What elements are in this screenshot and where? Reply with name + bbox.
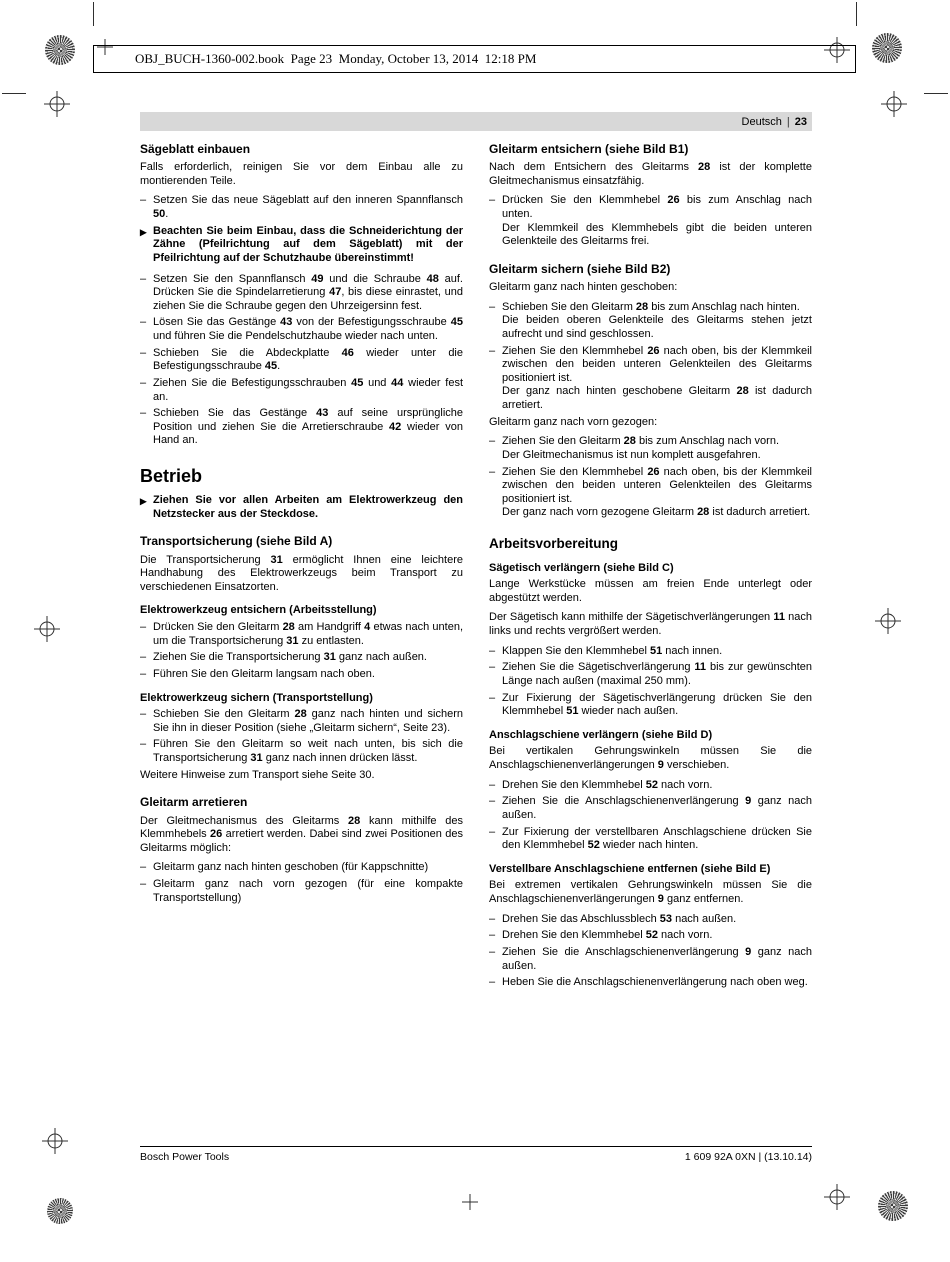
list-dash: – [140, 708, 147, 721]
list-dash: – [489, 661, 496, 674]
page-header-bar [140, 112, 812, 131]
print-job-header [93, 45, 856, 73]
list-item [489, 301, 812, 342]
list-item [489, 976, 812, 990]
list-item-text: Ziehen Sie den Klemmhebel 26 nach oben, bis der Klemmkeil zwischen den beiden unteren Gelenkteilen des Gleitarms positioniert ist. Der ganz nach hinten geschobene Gleitarm 28 ist dadurch arretiert. [502, 344, 812, 412]
list-item [489, 194, 812, 249]
warning-text: Ziehen Sie vor allen Arbeiten am Elektrowerkzeug den Netzstecker aus der Steckdose. [153, 494, 463, 520]
list-dash: – [489, 795, 496, 808]
list-dash: – [489, 644, 496, 657]
list-item-text: Setzen Sie das neue Sägeblatt auf den inneren Spannflansch 50. [153, 194, 463, 221]
list-item [489, 946, 812, 973]
list-item [489, 795, 812, 822]
heading: Gleitarm sichern (siehe Bild B2) [489, 261, 671, 276]
list-item-text: Ziehen Sie die Anschlagschienenverlängerung 9 ganz nach außen. [502, 945, 812, 972]
heading: Elektrowerkzeug sichern (Transportstellung) [140, 691, 373, 704]
heading: Betrieb [140, 466, 203, 487]
star-target-icon [872, 33, 902, 63]
paragraph: Lange Werkstücke müssen am freien Ende unterlegt oder abgestützt werden. [489, 578, 812, 604]
heading: Transportsicherung (siehe Bild A) [140, 534, 333, 549]
star-target-icon [45, 35, 75, 65]
list-item [489, 645, 812, 659]
list-dash: – [140, 667, 147, 680]
page-footer [140, 1146, 812, 1163]
star-target-icon [47, 1198, 73, 1224]
list-item [489, 345, 812, 413]
list-item [140, 273, 463, 314]
heading: Elektrowerkzeug entsichern (Arbeitsstellung) [140, 604, 377, 617]
list-dash: – [140, 376, 147, 389]
list-dash: – [489, 912, 496, 925]
star-target-icon [878, 1191, 908, 1221]
heading: Sägeblatt einbauen [140, 142, 251, 156]
list-item-text: Schieben Sie das Gestänge 43 auf seine ursprüngliche Position und ziehen Sie die Arretierschraube 42 wieder von Hand an. [153, 407, 463, 447]
list-item-text: Ziehen Sie die Transportsicherung 31 ganz nach außen. [153, 651, 427, 664]
two-column-layout [140, 142, 812, 993]
crop-mark-icon [856, 2, 857, 26]
registration-mark-icon [881, 91, 907, 117]
page-header-language: Deutsch [741, 115, 782, 128]
list-dash: – [489, 945, 496, 958]
list-dash: – [489, 194, 496, 207]
list-dash: – [489, 825, 496, 838]
list-dash: – [140, 621, 147, 634]
footer-document-number: 1 609 92A 0XN | (13.10.14) [684, 1151, 812, 1163]
list-item [140, 668, 463, 682]
page-header-separator: | [786, 115, 790, 128]
list-item-text: Ziehen Sie die Anschlagschienenverlängerung 9 ganz nach außen. [502, 795, 812, 821]
list-item [140, 316, 463, 343]
list-item-text: Gleitarm ganz nach vorn gezogen (für eine kompakte Transportstellung) [153, 878, 463, 904]
list-item-text: Ziehen Sie die Befestigungsschrauben 45 und 44 wieder fest an. [153, 376, 463, 403]
page-number: 23 [794, 115, 807, 128]
print-job-header-text: OBJ_BUCH-1360-002.book Page 23 Monday, October 13, 2014 12:18 PM [135, 51, 537, 66]
list-item-text: Drehen Sie das Abschlussblech 53 nach außen. [502, 912, 737, 925]
list-item-text: Führen Sie den Gleitarm so weit nach unten, bis sich die Transportsicherung 31 ganz nach innen drücken lässt. [153, 738, 463, 765]
list-item [489, 779, 812, 793]
heading: Verstellbare Anschlagschiene entfernen (siehe Bild E) [489, 862, 771, 875]
crosshair-icon [462, 1194, 478, 1210]
list-dash: – [489, 976, 496, 989]
warning-item [140, 225, 463, 266]
list-dash: – [140, 878, 147, 890]
list-item-text: Führen Sie den Gleitarm langsam nach oben. [153, 667, 375, 680]
paragraph: Der Gleitmechanismus des Gleitarms 28 kann mithilfe des Klemmhebels 26 arretiert werden. Dabei sind zwei Positionen des Gleitarms möglich: [140, 814, 463, 854]
registration-mark-icon [42, 1128, 68, 1154]
list-item-text: Gleitarm ganz nach hinten geschoben (für Kappschnitte) [153, 861, 429, 874]
list-item-text: Drehen Sie den Klemmhebel 52 nach vorn. [502, 929, 713, 942]
list-item [140, 347, 463, 374]
list-dash: – [489, 465, 496, 478]
list-item [489, 929, 812, 943]
list-dash: – [489, 929, 496, 942]
list-item [140, 708, 463, 735]
list-item-text: Schieben Sie den Gleitarm 28 bis zum Anschlag nach hinten. Die beiden oberen Gelenkteile des Gleitarms stehen jetzt aufrecht und sind geschlossen. [502, 300, 812, 340]
warning-arrow-icon: ▶ [140, 226, 147, 237]
heading: Arbeitsvorbereitung [489, 536, 619, 552]
warning-text: Beachten Sie beim Einbau, dass die Schneiderichtung der Zähne (Pfeilrichtung auf dem Sägeblatt) mit der Pfeilrichtung auf der Schutzhaube übereinstimmt! [153, 224, 463, 264]
crop-mark-icon [924, 93, 948, 94]
list-dash: – [140, 651, 147, 664]
list-dash: – [140, 738, 147, 751]
heading: Gleitarm entsichern (siehe Bild B1) [489, 142, 689, 156]
list-item [140, 861, 463, 875]
list-dash: – [489, 435, 496, 448]
list-item [140, 407, 463, 448]
list-item [140, 651, 463, 665]
paragraph: Gleitarm ganz nach vorn gezogen: [489, 415, 658, 428]
paragraph: Der Sägetisch kann mithilfe der Sägetischverlängerungen 11 nach links und rechts vergrößert werden. [489, 611, 812, 638]
list-item [489, 435, 812, 462]
list-dash: – [140, 861, 147, 874]
registration-mark-icon [34, 616, 60, 642]
paragraph: Nach dem Entsichern des Gleitarms 28 ist der komplette Gleitmechanismus einsatzfähig. [489, 161, 812, 187]
list-item [489, 466, 812, 521]
right-column [489, 142, 812, 993]
list-item-text: Klappen Sie den Klemmhebel 51 nach innen. [502, 644, 723, 657]
crop-mark-icon [93, 2, 94, 26]
list-dash: – [140, 407, 147, 420]
list-item [489, 661, 812, 688]
list-item-text: Ziehen Sie die Sägetischverlängerung 11 bis zur gewünschten Länge nach außen (maximal 250 mm). [502, 661, 812, 687]
heading: Sägetisch verlängern (siehe Bild C) [489, 561, 674, 574]
heading: Gleitarm arretieren [140, 795, 248, 810]
list-item-text: Drücken Sie den Gleitarm 28 am Handgriff 4 etwas nach unten, um die Transportsicherung 31 zu entlasten. [153, 621, 464, 647]
list-item [140, 377, 463, 404]
registration-mark-icon [44, 91, 70, 117]
paragraph: Weitere Hinweise zum Transport siehe Seite 30. [140, 768, 375, 781]
list-item-text: Heben Sie die Anschlagschienenverlängerung nach oben weg. [502, 976, 808, 989]
list-dash: – [140, 272, 147, 285]
list-dash: – [489, 344, 496, 357]
paragraph: Gleitarm ganz nach hinten geschoben: [489, 281, 678, 294]
list-dash: – [489, 300, 496, 313]
list-item-text: Drücken Sie den Klemmhebel 26 bis zum Anschlag nach unten. Der Klemmkeil des Klemmhebels gibt die beiden unteren Gelenkteile des Gleitarms frei. [502, 194, 812, 248]
warning-item [140, 494, 463, 521]
list-dash: – [140, 194, 147, 207]
list-item [140, 878, 463, 905]
list-item-text: Drehen Sie den Klemmhebel 52 nach vorn. [502, 778, 713, 791]
paragraph: Bei vertikalen Gehrungswinkeln müssen Sie die Anschlagschienenverlängerungen 9 verschieben. [489, 745, 812, 772]
list-item-text: Zur Fixierung der verstellbaren Anschlagschiene drücken Sie den Klemmhebel 52 wieder nach hinten. [502, 825, 812, 852]
warning-arrow-icon: ▶ [140, 496, 147, 507]
list-item-text: Lösen Sie das Gestänge 43 von der Befestigungsschraube 45 und führen Sie die Pendelschutzhaube wieder nach unten. [153, 316, 463, 343]
registration-mark-icon [875, 608, 901, 634]
list-item-text: Ziehen Sie den Gleitarm 28 bis zum Anschlag nach vorn. Der Gleitmechanismus ist nun komplett ausgefahren. [502, 435, 779, 461]
list-item-text: Ziehen Sie den Klemmhebel 26 nach oben, bis der Klemmkeil zwischen den beiden unteren Gelenkteilen des Gleitarms positioniert ist. Der ganz nach vorn gezogene Gleitarm 28 ist dadurch arretiert. [502, 465, 812, 519]
registration-mark-icon [824, 1184, 850, 1210]
list-item [140, 621, 463, 648]
list-dash: – [489, 778, 496, 791]
list-item [140, 738, 463, 765]
list-item [489, 913, 812, 927]
crop-mark-icon [2, 93, 26, 94]
paragraph: Die Transportsicherung 31 ermöglicht Ihnen eine leichtere Handhabung des Elektrowerkzeugs beim Transport zu verschiedenen Einsatzorten. [140, 553, 463, 593]
list-item [140, 194, 463, 221]
list-item-text: Zur Fixierung der Sägetischverlängerung drücken Sie den Klemmhebel 51 wieder nach außen. [502, 691, 812, 718]
list-dash: – [140, 346, 147, 359]
list-item-text: Schieben Sie die Abdeckplatte 46 wieder unter die Befestigungsschraube 45. [153, 346, 463, 373]
list-item-text: Setzen Sie den Spannflansch 49 und die Schraube 48 auf. Drücken Sie die Spindelarretierung 47, bis diese einrastet, und ziehen Sie die Schraube gegen den Uhrzeigersinn fest. [153, 272, 463, 312]
list-item [489, 826, 812, 853]
list-item-text: Schieben Sie den Gleitarm 28 ganz nach hinten und sichern Sie ihn in dieser Position (siehe „Gleitarm sichern“, Seite 23). [153, 708, 463, 734]
page-content [140, 112, 812, 993]
paragraph: Bei extremen vertikalen Gehrungswinkeln müssen Sie die Anschlagschienenverlängerungen 9 ganz entfernen. [489, 879, 812, 906]
paragraph: Falls erforderlich, reinigen Sie vor dem Einbau alle zu montierenden Teile. [140, 161, 463, 187]
heading: Anschlagschiene verlängern (siehe Bild D) [489, 728, 713, 741]
footer-brand: Bosch Power Tools [140, 1151, 230, 1163]
left-column [140, 142, 463, 993]
list-dash: – [489, 691, 496, 704]
list-dash: – [140, 316, 147, 329]
list-item [489, 692, 812, 719]
